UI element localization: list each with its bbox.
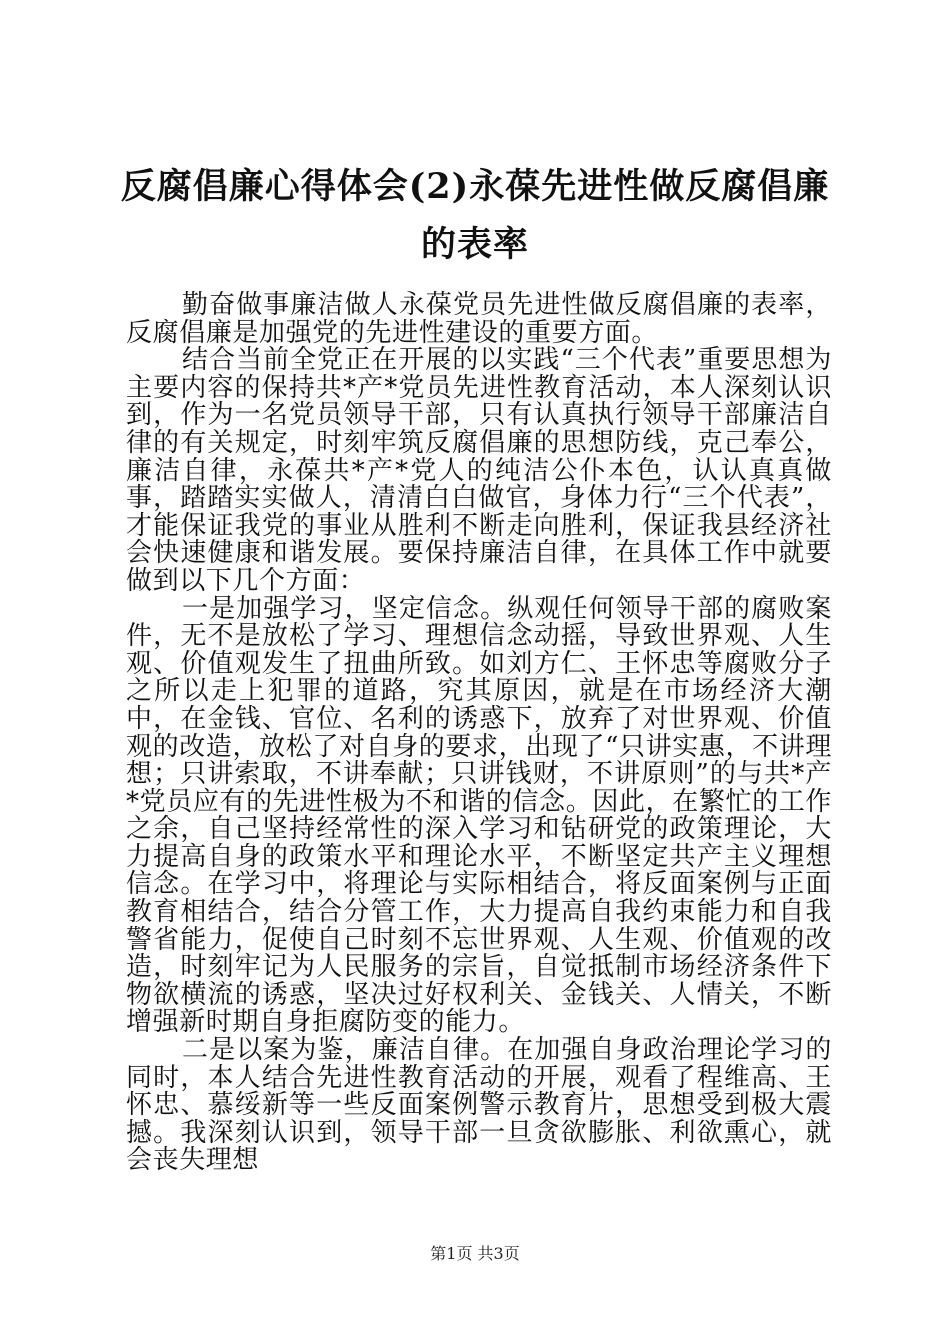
document-title <box>118 158 832 274</box>
paragraph-point-one: 一是加强学习，坚定信念。纵观任何领导干部的腐败案件，无不是放松了学习、理想信念动摇，导致世界观、人生观、价值观发生了扭曲所致。如刘方仁、王怀忠等腐败分子之所以走上犯罪的道路，究其原因，就是在市场经济大潮中，在金钱、官位、名利的诱惑下，放弃了对世界观、价值观的改造，放松了对自身的要求，出现了“只讲实惠，不讲理想；只讲索取，不讲奉献；只讲钱财，不讲原则”的与共*产*党员应有的先进性极为不和谐的信念。因此，在繁忙的工作之余，自己坚持经常性的深入学习和钻研党的政策理论，大力提高自身的政策水平和理论水平，不断坚定共产主义理想信念。在学习中，将理论与实际相结合，将反面案例与正面教育相结合，结合分管工作，大力提高自我约束能力和自我警省能力，促使自己时刻不忘世界观、人生观、价值观的改造，时刻牢记为人民服务的宗旨，自觉抵制市场经济条件下物欲横流的诱惑，坚决过好权利关、金钱关、人情关，不断增强新时期自身拒腐防变的能力。 <box>126 593 832 1038</box>
paragraph-intro: 勤奋做事廉洁做人永葆党员先进性做反腐倡廉的表率，反腐倡廉是加强党的先进性建设的重要方面。 <box>126 290 832 348</box>
title-line-1: 反腐倡廉心得体会(2)永葆先进性做反腐倡廉 <box>120 166 830 207</box>
page-footer: 第1页 共3页 <box>430 1244 520 1263</box>
paragraph-context: 结合当前全党正在开展的以实践“三个代表”重要思想为主要内容的保持共*产*党员先进性教育活动，本人深刻认识到，作为一名党员领导干部，只有认真执行领导干部廉洁自律的有关规定，时刻牢筑反腐倡廉的思想防线，克己奉公，廉洁自律，永葆共*产*党人的纯洁公仆本色，认认真真做事，踏踏实实做人，清清白白做官，身体力行“三个代表”，才能保证我党的事业从胜利不断走向胜利，保证我县经济社会快速健康和谐发展。要保持廉洁自律，在具体工作中就要做到以下几个方面： <box>126 345 832 596</box>
paragraph-point-two: 二是以案为鉴，廉洁自律。在加强自身政治理论学习的同时，本人结合先进性教育活动的开展，观看了程维高、王怀忠、慕绥新等一些反面案例警示教育片，思想受到极大震撼。我深刻认识到，领导干部一旦贪欲膨胀、利欲熏心，就会丧失理想 <box>126 1035 832 1176</box>
document-body <box>126 292 832 1175</box>
title-line-2: 的表率 <box>420 224 529 265</box>
